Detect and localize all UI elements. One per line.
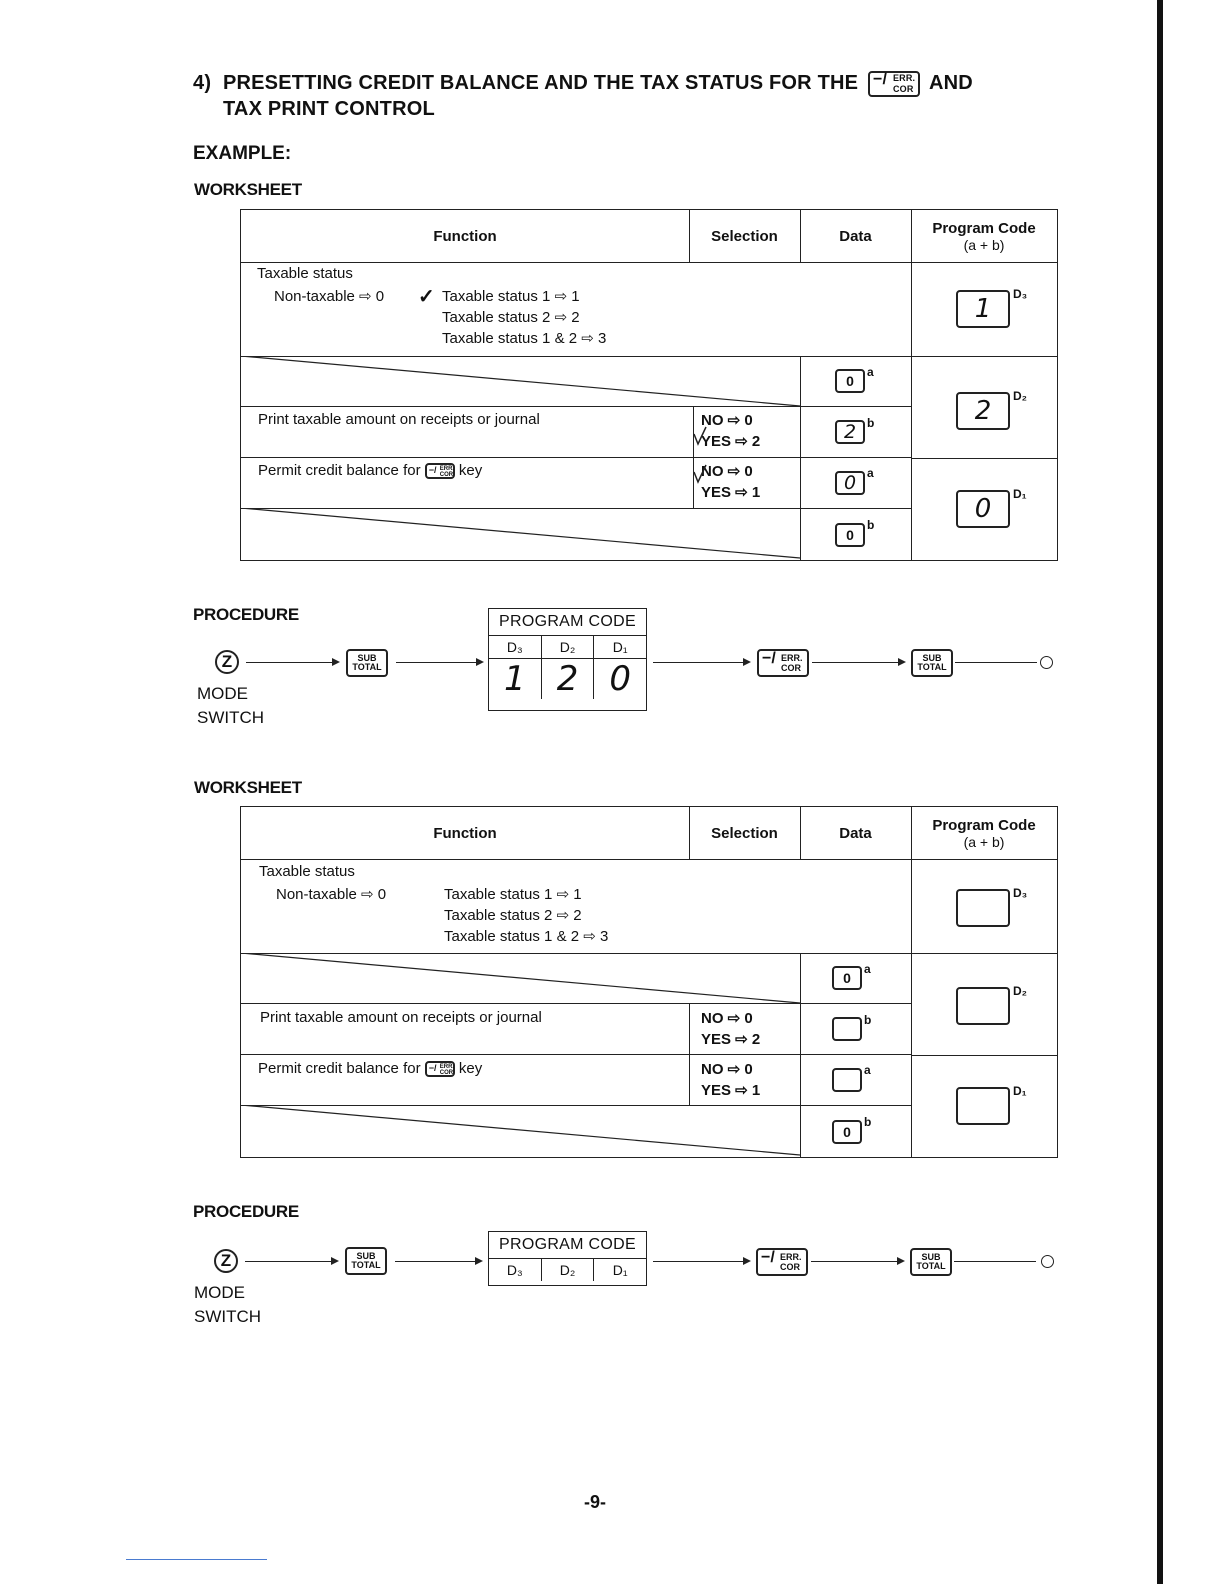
procedure-label-2: PROCEDURE xyxy=(193,1202,299,1221)
heading-line1: PRESETTING CREDIT BALANCE AND THE TAX STATUS FOR THE xyxy=(222,72,859,94)
digit-label-d1: D₁ xyxy=(612,1262,628,1278)
header-function: Function xyxy=(433,227,497,245)
taxable-status-2: Taxable status 2 ⇨ 2 xyxy=(444,907,582,924)
err-cor-key-icon: −/ ERR. COR xyxy=(757,649,809,677)
diagonal-strike-2 xyxy=(241,1105,801,1157)
selection-no-0: NO ⇨ 0 xyxy=(701,1061,753,1078)
subtotal-key-icon: SUB TOTAL xyxy=(910,1248,952,1276)
end-circle-icon xyxy=(1040,656,1053,669)
digit-label-d2: D₂ xyxy=(542,1259,595,1281)
print-taxable-label: Print taxable amount on receipts or journal xyxy=(260,1009,542,1026)
header-program-code: Program Code (a + b) xyxy=(932,816,1036,850)
header-data: Data xyxy=(839,227,872,245)
diagonal-strike-1 xyxy=(241,953,801,1005)
non-taxable-option: Non-taxable ⇨ 0 xyxy=(274,288,385,305)
section-number: 4) xyxy=(193,72,212,94)
subtotal-key-icon: SUB TOTAL xyxy=(911,649,953,677)
end-circle-icon xyxy=(1041,1255,1054,1268)
program-code-d2: 2 xyxy=(956,392,1010,430)
selection-yes-1: YES ⇨ 1 xyxy=(701,1082,761,1099)
program-code-table-2 xyxy=(488,1231,647,1286)
worksheet-table-1: Function Selection Data Program Code (a + b) Taxable status Non-taxable ⇨ 0 ✓ Taxable status 1 ⇨ 1 Taxable status 2 ⇨ 2 Taxable status 1 & 2 ⇨ 3 Print taxable amount on receipts or journal NO ⇨ 0 YES ⇨ 2 Permit credit balance for −/ ERR. COR key NO ⇨ 0 YES ⇨ 1 0 a 2 b 0 a 0 b 1 D₃ 2 D₂ 0 D₁ xyxy=(240,209,1058,561)
worksheet-label-2: WORKSHEET xyxy=(194,778,302,797)
digit-label-d3: D₃ xyxy=(489,1259,542,1281)
program-value-d1: 0 xyxy=(609,659,631,699)
selection-no-0: NO ⇨ 0 xyxy=(701,412,753,429)
checkmark-icon xyxy=(693,464,707,486)
selection-yes-1: YES ⇨ 1 xyxy=(701,484,761,501)
mode-switch-z-icon: Z xyxy=(215,650,239,674)
data-box-d2b: 2 xyxy=(835,420,865,444)
taxable-status-label: Taxable status xyxy=(257,265,353,282)
diagonal-strike-2 xyxy=(241,508,801,560)
selection-no-0: NO ⇨ 0 xyxy=(701,463,753,480)
data-box-d1a xyxy=(832,1068,862,1092)
selection-yes-2: YES ⇨ 2 xyxy=(701,433,761,450)
header-program-code: Program Code (a + b) xyxy=(932,219,1036,253)
page-number: -9- xyxy=(584,1492,606,1512)
header-selection: Selection xyxy=(711,227,778,245)
digit-label-d2: D₂ xyxy=(542,636,595,659)
selection-yes-2: YES ⇨ 2 xyxy=(701,1031,761,1048)
data-box-d1a: 0 xyxy=(835,471,865,495)
program-code-d3: 1 xyxy=(956,290,1010,328)
example-label: EXAMPLE: xyxy=(193,143,292,164)
section-heading xyxy=(193,70,973,97)
err-cor-key-icon: −/ ERR. COR xyxy=(425,1061,455,1077)
non-taxable-option: Non-taxable ⇨ 0 xyxy=(276,886,387,903)
data-box-d1b: 0 xyxy=(832,1120,862,1144)
program-value-d2: 2 xyxy=(542,659,595,699)
mode-label: MODE xyxy=(197,684,248,703)
program-code-title: PROGRAM CODE xyxy=(489,1232,646,1259)
selection-no-0: NO ⇨ 0 xyxy=(701,1010,753,1027)
taxable-status-12: Taxable status 1 & 2 ⇨ 3 xyxy=(442,330,607,347)
taxable-status-1: Taxable status 1 ⇨ 1 xyxy=(444,886,582,903)
digit-label-d3: D₃ xyxy=(489,636,542,659)
data-box-d2a: 0 xyxy=(835,369,865,393)
program-code-table-1 xyxy=(488,608,647,711)
program-code-d2 xyxy=(956,987,1010,1025)
program-code-d3 xyxy=(956,889,1010,927)
err-cor-key-icon: −/ ERR. COR xyxy=(425,463,455,479)
err-cor-key-icon: −/ ERR. COR xyxy=(756,1248,808,1276)
checkmark-icon: ✓ xyxy=(418,286,435,308)
program-code-d1: 0 xyxy=(956,490,1010,528)
worksheet-label-1: WORKSHEET xyxy=(194,180,302,199)
procedure-label-1: PROCEDURE xyxy=(193,605,299,624)
permit-credit-label: Permit credit balance for −/ ERR. COR key xyxy=(258,1060,483,1077)
taxable-status-12: Taxable status 1 & 2 ⇨ 3 xyxy=(444,928,609,945)
subtotal-key-icon: SUB TOTAL xyxy=(345,1247,387,1275)
header-function: Function xyxy=(433,824,497,842)
print-taxable-label: Print taxable amount on receipts or journal xyxy=(258,411,540,428)
data-box-d2a: 0 xyxy=(832,966,862,990)
header-data: Data xyxy=(839,824,872,842)
checkmark-icon xyxy=(693,426,707,448)
subtotal-key-icon: SUB TOTAL xyxy=(346,649,388,677)
switch-label: SWITCH xyxy=(194,1307,262,1326)
program-code-title: PROGRAM CODE xyxy=(489,609,646,636)
taxable-status-1: Taxable status 1 ⇨ 1 xyxy=(442,288,580,305)
program-value-d3: 1 xyxy=(489,659,542,699)
diagonal-strike-1 xyxy=(241,356,801,408)
switch-label: SWITCH xyxy=(197,708,265,727)
heading-line2: TAX PRINT CONTROL xyxy=(223,98,435,120)
taxable-status-label: Taxable status xyxy=(259,863,355,880)
digit-label-d1: D₁ xyxy=(594,636,646,659)
footer-rule xyxy=(126,1559,267,1560)
heading-and: AND xyxy=(928,72,973,94)
program-code-d1 xyxy=(956,1087,1010,1125)
permit-credit-label: Permit credit balance for −/ ERR. COR key xyxy=(258,462,483,479)
mode-switch-z-icon: Z xyxy=(214,1249,238,1273)
mode-label: MODE xyxy=(194,1283,245,1302)
page-edge-bar xyxy=(1157,0,1163,1584)
err-cor-key-icon: −/ ERR. COR xyxy=(868,71,920,97)
worksheet-table-2: Function Selection Data Program Code (a + b) Taxable status Non-taxable ⇨ 0 Taxable status 1 ⇨ 1 Taxable status 2 ⇨ 2 Taxable status 1 & 2 ⇨ 3 Print taxable amount on receipts or journal NO ⇨ 0 YES ⇨ 2 Permit credit balance for −/ ERR. COR key NO ⇨ 0 YES ⇨ 1 0 a b a 0 b D₃ D₂ D₁ xyxy=(240,806,1058,1158)
header-selection: Selection xyxy=(711,824,778,842)
taxable-status-2: Taxable status 2 ⇨ 2 xyxy=(442,309,580,326)
data-box-d1b: 0 xyxy=(835,523,865,547)
data-box-d2b xyxy=(832,1017,862,1041)
